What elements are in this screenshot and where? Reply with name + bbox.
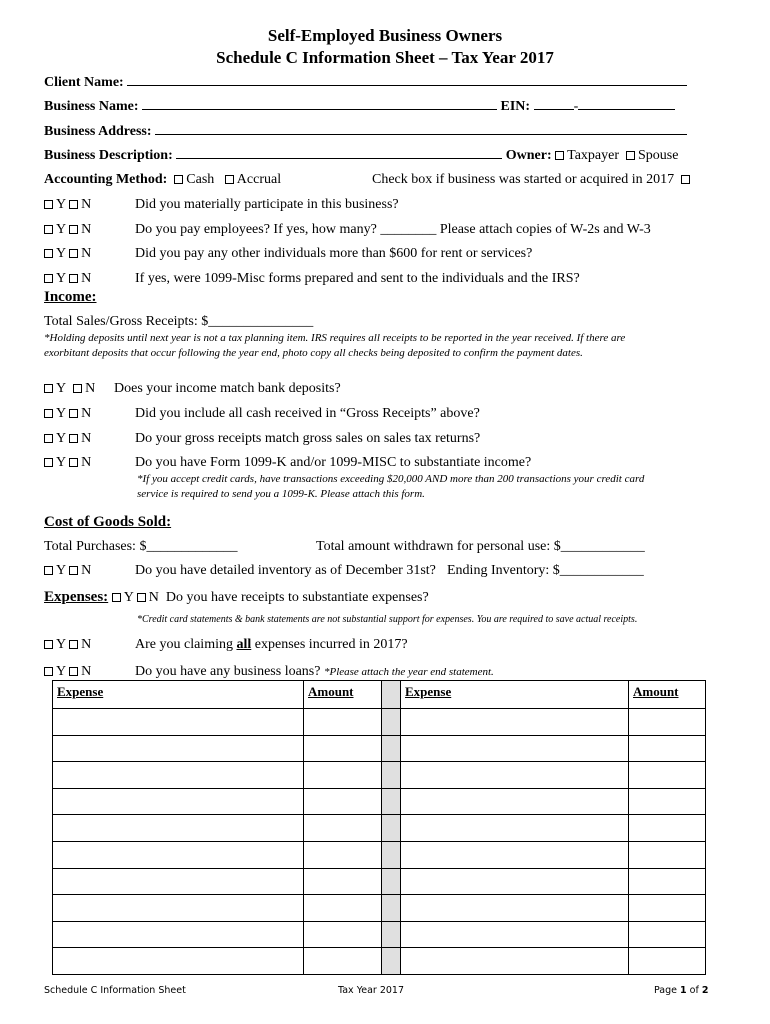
started-acquired-checkbox[interactable] [681,175,690,184]
yes-label: Y [56,271,66,286]
claim-suffix: expenses incurred in 2017? [251,637,408,652]
question-cash-received: Did you include all cash received in “Gross Receipts” above? [135,406,480,421]
form-title-line1: Self-Employed Business Owners [267,26,503,45]
business-description-field[interactable] [176,147,502,159]
page-total: 2 [701,985,709,996]
amount-cell[interactable] [629,921,706,948]
expense-cell[interactable] [401,788,629,815]
table-divider-cell [382,762,401,789]
receipts-note: *Credit card statements & bank statements are not substantial support for expenses. You are required to save actual receipts. [137,614,638,625]
yn-group [44,271,91,287]
business-address-row [44,123,687,140]
yn-group [44,197,91,213]
expense-cell[interactable] [53,735,304,762]
table-divider-cell [382,735,401,762]
credit-card-note-2: service is required to send you a 1099-K. Please attach this form. [137,488,425,500]
amount-cell[interactable] [304,762,382,789]
table-divider-cell [382,788,401,815]
yes-label: Y [56,246,66,261]
owner-taxpayer-label: Taxpayer [567,148,620,163]
yn-group [44,563,91,579]
amount-header: Amount [629,681,706,709]
yn-group [44,431,91,447]
amount-cell[interactable] [629,868,706,895]
amount-cell[interactable] [304,709,382,736]
expense-header: Expense [401,681,629,709]
ending-inventory-label[interactable]: Ending Inventory: $____________ [447,563,644,578]
yn-group [44,381,95,397]
yes-checkbox[interactable] [44,274,53,283]
no-label: N [81,431,92,446]
expense-cell[interactable] [401,735,629,762]
ein-label: EIN: [500,99,531,114]
yes-checkbox[interactable] [44,225,53,234]
amount-cell[interactable] [304,735,382,762]
accrual-checkbox[interactable] [225,175,234,184]
expense-cell[interactable] [401,921,629,948]
business-description-row [44,147,678,164]
no-checkbox[interactable] [137,593,146,602]
expense-header: Expense [53,681,304,709]
yes-label: Y [56,406,66,421]
ein-field-prefix[interactable] [534,98,574,110]
accounting-method-row [44,172,281,188]
business-name-label: Business Name: [44,99,139,114]
loans-note: *Please attach the year end statement. [323,666,494,678]
amount-cell[interactable] [304,841,382,868]
table-row [53,895,706,922]
page-of: of [686,985,702,996]
yn-group [44,222,91,238]
no-label: N [81,406,92,421]
yes-label: Y [56,455,66,470]
yes-checkbox[interactable] [44,200,53,209]
yes-label: Y [56,197,66,212]
amount-cell[interactable] [629,788,706,815]
question-sales-tax-match: Do your gross receipts match gross sales on sales tax returns? [135,431,481,446]
amount-cell[interactable] [304,895,382,922]
expense-cell[interactable] [401,762,629,789]
expense-cell[interactable] [53,841,304,868]
question-other-individuals: Did you pay any other individuals more than $600 for rent or services? [135,246,533,261]
yes-label: Y [56,381,67,396]
no-label: N [81,455,92,470]
expense-table [52,680,706,975]
question-bank-deposits: Does your income match bank deposits? [114,381,341,396]
no-checkbox[interactable] [69,249,78,258]
amount-cell[interactable] [629,948,706,975]
yes-label: Y [56,222,66,237]
ein-field-suffix[interactable] [578,98,675,110]
table-row [53,921,706,948]
yes-checkbox[interactable] [44,409,53,418]
yes-checkbox[interactable] [44,566,53,575]
owner-label: Owner: [505,148,552,163]
no-checkbox[interactable] [69,225,78,234]
cogs-heading: Cost of Goods Sold: [44,514,172,530]
footer-left: Schedule C Information Sheet [44,985,186,996]
no-label: N [81,197,92,212]
yn-group [44,637,91,653]
expense-cell[interactable] [401,815,629,842]
client-name-row [44,74,687,91]
amount-cell[interactable] [629,762,706,789]
total-purchases-label[interactable]: Total Purchases: $_____________ [44,539,238,554]
started-acquired-row [372,172,693,188]
personal-use-label[interactable]: Total amount withdrawn for personal use: $____________ [316,539,645,554]
yes-checkbox[interactable] [44,458,53,467]
no-label: N [81,563,92,578]
owner-spouse-checkbox[interactable] [626,151,635,160]
yes-checkbox[interactable] [44,434,53,443]
no-checkbox[interactable] [73,384,82,393]
table-divider-cell [382,948,401,975]
cash-label: Cash [186,172,215,187]
business-name-field[interactable] [142,98,497,110]
yes-checkbox[interactable] [112,593,121,602]
holding-deposits-note-1: *Holding deposits until next year is not a tax planning item. IRS requires all receipts to be reported in the year received. If there are [44,332,626,344]
expense-cell[interactable] [401,948,629,975]
page-number: 1 [680,985,687,996]
no-checkbox[interactable] [69,274,78,283]
business-description-label: Business Description: [44,148,173,163]
footer-center: Tax Year 2017 [338,985,405,996]
yes-checkbox[interactable] [44,384,53,393]
client-name-label: Client Name: [44,75,124,90]
amount-cell[interactable] [629,735,706,762]
expense-cell[interactable] [401,841,629,868]
no-label: N [85,381,96,396]
no-checkbox[interactable] [69,458,78,467]
no-checkbox[interactable] [69,667,78,676]
table-divider-cell [382,841,401,868]
expense-cell[interactable] [53,815,304,842]
no-checkbox[interactable] [69,200,78,209]
yes-checkbox[interactable] [44,640,53,649]
yes-checkbox[interactable] [44,249,53,258]
yn-group [44,406,91,422]
expense-table-header [53,681,706,709]
expense-cell[interactable] [401,709,629,736]
table-row [53,762,706,789]
table-row [53,868,706,895]
expense-cell[interactable] [53,868,304,895]
table-divider-cell [382,815,401,842]
no-label: N [81,664,92,679]
table-row [53,948,706,975]
amount-cell[interactable] [304,921,382,948]
yes-label: Y [56,664,66,679]
expense-cell[interactable] [53,709,304,736]
expense-cell[interactable] [401,895,629,922]
yn-group [44,664,91,680]
yn-group [44,455,91,471]
amount-cell[interactable] [629,895,706,922]
question-material-participation: Did you materially participate in this business? [135,197,399,212]
table-divider-cell [382,921,401,948]
holding-deposits-note-2: exorbitant deposits that occur following the year end, photo copy all checks being deposited to confirm the payment dates. [44,347,583,359]
owner-spouse-label: Spouse [638,148,679,163]
question-1099-misc: If yes, were 1099-Misc forms prepared and sent to the individuals and the IRS? [135,271,580,286]
income-heading: Income: [44,289,97,305]
yn-group [44,246,91,262]
expense-cell[interactable] [53,948,304,975]
no-checkbox[interactable] [69,434,78,443]
table-row [53,735,706,762]
table-row [53,815,706,842]
no-checkbox[interactable] [69,566,78,575]
loans-question: Do you have any business loans? [135,664,321,679]
no-label: N [81,222,92,237]
accrual-label: Accrual [236,172,282,187]
amount-cell[interactable] [304,788,382,815]
amount-cell[interactable] [304,815,382,842]
expenses-heading: Expenses: [44,589,109,605]
question-claiming-all [135,637,408,653]
expense-cell[interactable] [401,868,629,895]
no-label: N [81,271,92,286]
yes-label: Y [56,431,66,446]
expenses-row [44,589,429,606]
no-label: N [81,246,92,261]
claim-prefix: Are you claiming [135,637,237,652]
table-divider-cell [382,681,401,709]
expense-cell[interactable] [53,788,304,815]
accounting-method-label: Accounting Method: [44,172,168,187]
question-business-loans [135,664,494,680]
total-sales-label[interactable]: Total Sales/Gross Receipts: $_______________ [44,314,314,329]
question-1099-k: Do you have Form 1099-K and/or 1099-MISC to substantiate income? [135,455,532,470]
no-label: N [81,637,92,652]
no-label: N [148,590,159,605]
table-divider-cell [382,709,401,736]
client-name-field[interactable] [127,74,687,86]
amount-cell[interactable] [304,948,382,975]
no-checkbox[interactable] [69,640,78,649]
amount-cell[interactable] [304,868,382,895]
table-divider-cell [382,868,401,895]
page-prefix: Page [654,985,681,996]
form-title-line2: Schedule C Information Sheet – Tax Year 2017 [216,48,554,67]
question-employees: Do you pay employees? If yes, how many? ________ Please attach copies of W-2s and W-3 [135,222,651,237]
amount-cell[interactable] [629,841,706,868]
no-checkbox[interactable] [69,409,78,418]
table-row [53,788,706,815]
amount-cell[interactable] [629,815,706,842]
question-receipts: Do you have receipts to substantiate expenses? [165,590,429,605]
expense-cell[interactable] [53,895,304,922]
table-row [53,841,706,868]
amount-header: Amount [304,681,382,709]
expense-cell[interactable] [53,921,304,948]
footer-page [654,985,708,996]
yes-label: Y [123,590,134,605]
table-divider-cell [382,895,401,922]
amount-cell[interactable] [629,709,706,736]
yes-checkbox[interactable] [44,667,53,676]
yes-label: Y [56,637,66,652]
cash-checkbox[interactable] [174,175,183,184]
business-address-label: Business Address: [44,124,152,139]
started-acquired-label: Check box if business was started or acquired in 2017 [372,172,675,187]
credit-card-note-1: *If you accept credit cards, have transactions exceeding $20,000 AND more than 200 transactions your credit card [137,473,645,485]
expense-cell[interactable] [53,762,304,789]
question-inventory: Do you have detailed inventory as of December 31st? [135,563,436,578]
claim-emphasis: all [236,637,252,652]
owner-taxpayer-checkbox[interactable] [555,151,564,160]
business-address-field[interactable] [155,123,687,135]
yes-label: Y [56,563,66,578]
table-row [53,709,706,736]
business-name-row: Business Name: EIN: - [44,98,675,115]
